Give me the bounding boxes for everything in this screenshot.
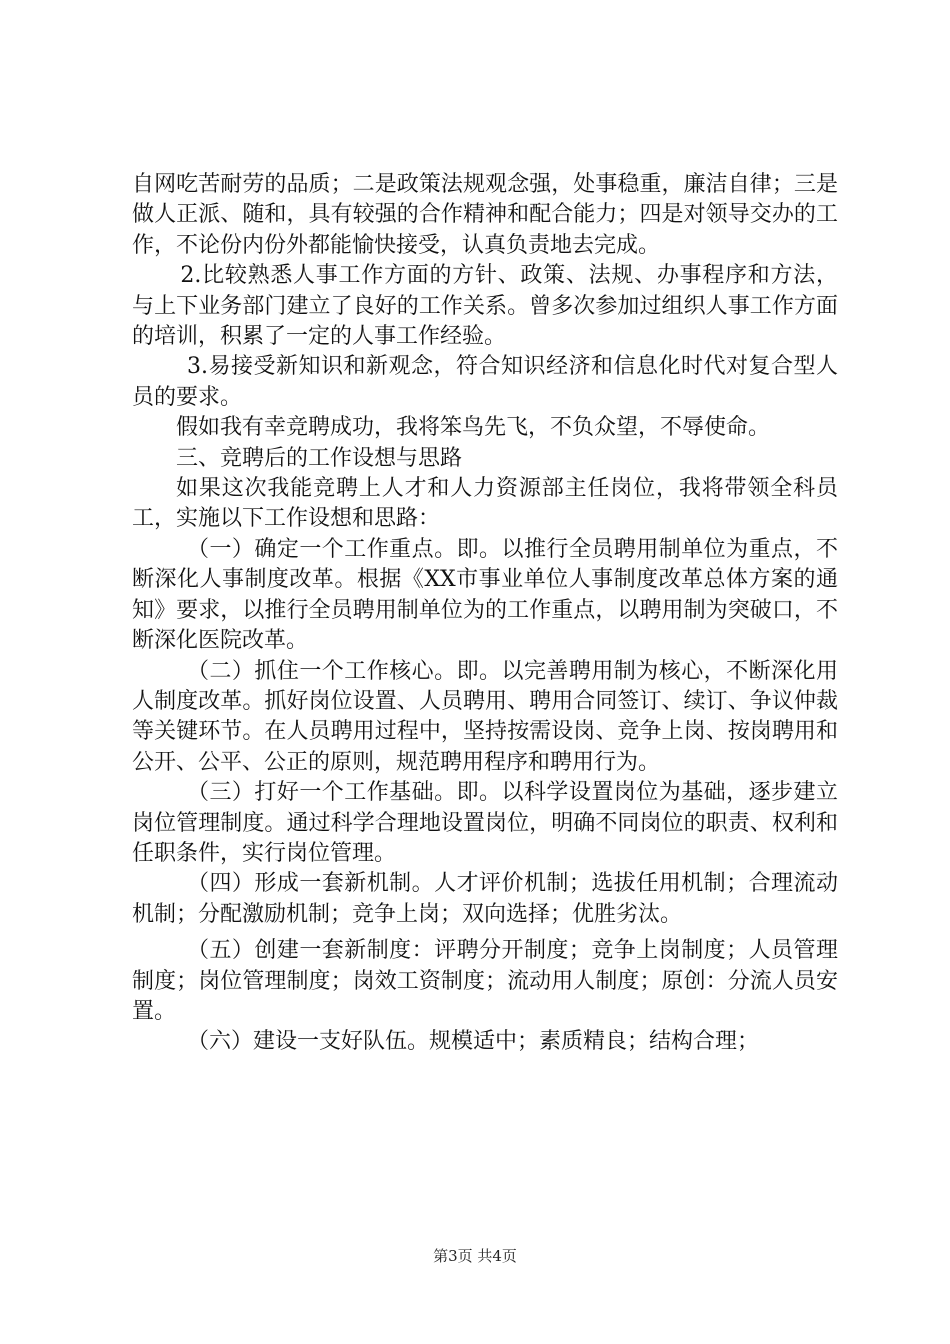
paragraph-3: 3.易接受新知识和新观念，符合知识经济和信息化时代对复合型人员的要求。 <box>132 354 838 410</box>
document-body <box>132 170 838 1058</box>
paragraph-1: 自网吃苦耐劳的品质；二是政策法规观念强，处事稳重，廉洁自律；三是做人正派、随和，具有较强的合作精神和配合能力；四是对领导交办的工作，不论份内份外都能愉快接受，认真负责地去完成。 <box>132 172 838 258</box>
paragraph-2: 2.比较熟悉人事工作方面的方针、政策、法规、办事程序和方法，与上下业务部门建立了良好的工作关系。曾多次参加过组织人事工作方面的培训，积累了一定的人事工作经验。 <box>132 263 838 350</box>
paragraph-7: （二）抓住一个工作核心。即。以完善聘用制为核心，不断深化用人制度改革。抓好岗位设置、人员聘用、聘用合同签订、续订、争议仲裁等关键环节。在人员聘用过程中，坚持按需设岗、竞争上岗、按岗聘用和公开、公平、公正的原则，规范聘用程序和聘用行为。 <box>132 658 838 775</box>
paragraph-11: （六）建设一支好队伍。规模适中；素质精良；结构合理； <box>187 1029 760 1055</box>
paragraph-5: 如果这次我能竞聘上人才和人力资源部主任岗位，我将带领全科员工，实施以下工作设想和思路： <box>132 476 838 532</box>
paragraph-4: 假如我有幸竞聘成功，我将笨鸟先飞，不负众望，不辱使命。 <box>176 415 771 441</box>
section-heading: 三、竞聘后的工作设想与思路 <box>176 445 463 471</box>
paragraph-9: （四）形成一套新机制。人才评价机制；选拔任用机制；合理流动机制；分配激励机制；竞争上岗；双向选择；优胜劣汰。 <box>132 871 838 927</box>
paragraph-10: （五）创建一套新制度：评聘分开制度；竞争上岗制度；人员管理制度；岗位管理制度；岗效工资制度；流动用人制度；原创：分流人员安置。 <box>132 938 838 1024</box>
paragraph-6: （一）确定一个工作重点。即。以推行全员聘用制单位为重点，不断深化人事制度改革。根据《XX市事业单位人事制度改革总体方案的通知》要求，以推行全员聘用制单位为的工作重点，以聘用制为突破口，不断深化医院改革。 <box>132 536 838 654</box>
page-number-footer: 第3页 共4页 <box>433 1247 517 1265</box>
paragraph-8: （三）打好一个工作基础。即。以科学设置岗位为基础，逐步建立岗位管理制度。通过科学合理地设置岗位，明确不同岗位的职责、权利和任职条件，实行岗位管理。 <box>132 780 838 866</box>
